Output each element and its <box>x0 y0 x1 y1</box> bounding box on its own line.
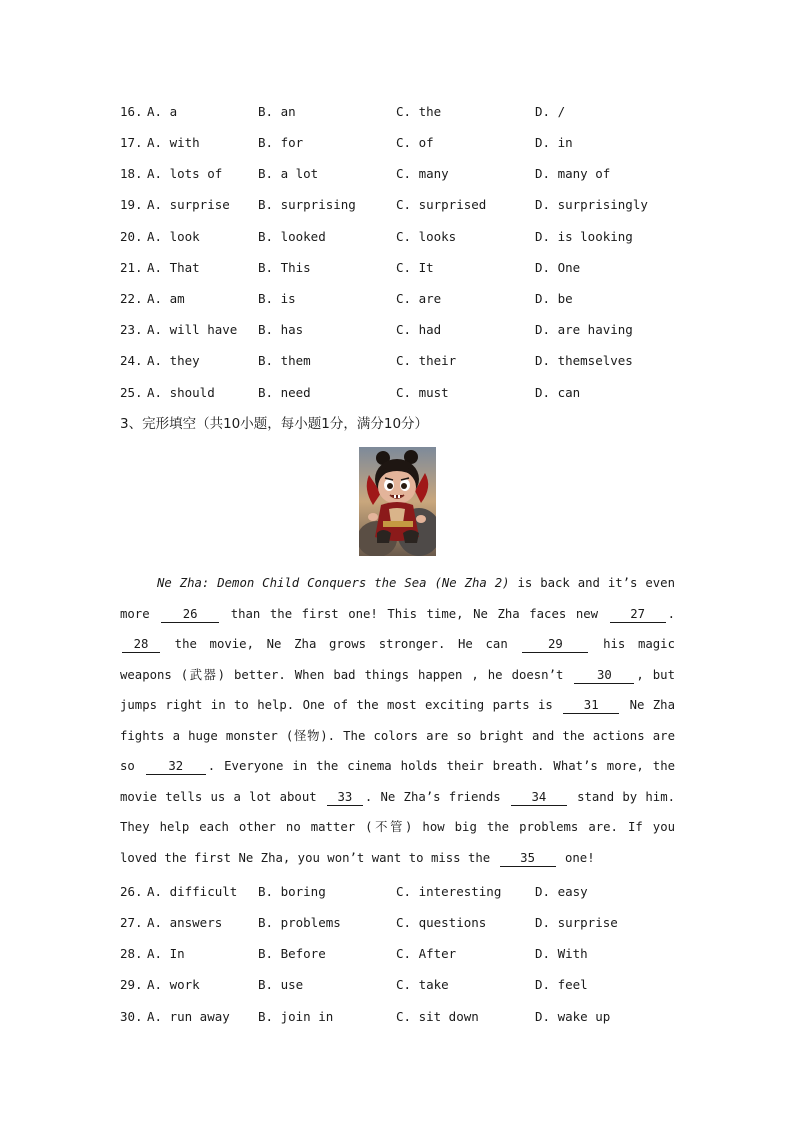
option-b: B. for <box>258 135 304 150</box>
section-heading: 3、完形填空（共10小题，每小题1分，满分10分） <box>120 416 429 432</box>
option-a: A. should <box>147 385 215 400</box>
option-b: B. surprising <box>258 197 356 212</box>
question-21 <box>120 258 680 278</box>
question-number: 17. <box>120 135 143 150</box>
question-number: 18. <box>120 166 143 181</box>
question-24 <box>120 351 680 371</box>
option-b: B. Before <box>258 946 326 961</box>
option-c: C. take <box>396 977 449 992</box>
blank-29: 29 <box>522 636 588 653</box>
cloze-passage <box>120 568 675 873</box>
question-number: 27. <box>120 915 143 930</box>
question-26 <box>120 882 680 902</box>
option-c: C. interesting <box>396 884 502 899</box>
option-d: D. wake up <box>535 1009 611 1024</box>
passage-text: . Everyone in the cinema holds their breath. What’s more, the movie tells us a lot about <box>120 759 675 804</box>
question-number: 29. <box>120 977 143 992</box>
blank-28: 28 <box>122 636 160 653</box>
option-d: D. are having <box>535 322 633 337</box>
question-22 <box>120 289 680 309</box>
question-29 <box>120 975 680 995</box>
blank-30: 30 <box>574 667 634 684</box>
option-c: C. looks <box>396 229 457 244</box>
option-d: D. With <box>535 946 588 961</box>
blank-26: 26 <box>161 606 219 623</box>
option-c: C. After <box>396 946 457 961</box>
blank-33: 33 <box>327 789 363 806</box>
option-d: D. surprise <box>535 915 618 930</box>
option-a: A. answers <box>147 915 223 930</box>
question-25 <box>120 383 680 403</box>
option-c: C. are <box>396 291 442 306</box>
question-27 <box>120 913 680 933</box>
question-20 <box>120 227 680 247</box>
option-a: A. difficult <box>147 884 238 899</box>
option-a: A. a <box>147 104 178 119</box>
question-number: 21. <box>120 260 143 275</box>
option-b: B. has <box>258 322 304 337</box>
question-number: 25. <box>120 385 143 400</box>
option-a: A. In <box>147 946 185 961</box>
question-18 <box>120 164 680 184</box>
question-number: 19. <box>120 197 143 212</box>
option-d: D. is looking <box>535 229 633 244</box>
passage-text: his magic weapons (武器) better. When bad things happen , he doesn’t <box>120 637 675 682</box>
option-b: B. boring <box>258 884 326 899</box>
option-d: D. be <box>535 291 573 306</box>
question-number: 26. <box>120 884 143 899</box>
option-b: B. an <box>258 104 296 119</box>
option-c: C. the <box>396 104 442 119</box>
blank-31: 31 <box>563 697 619 714</box>
ne-zha-cartoon-picture <box>359 447 436 556</box>
option-a: A. am <box>147 291 185 306</box>
passage-text: , but jumps right in to help. One of the most exciting parts is <box>120 667 675 712</box>
option-d: D. many of <box>535 166 611 181</box>
option-a: A. run away <box>147 1009 230 1024</box>
question-19 <box>120 195 680 215</box>
option-b: B. them <box>258 353 311 368</box>
option-a: A. lots of <box>147 166 223 181</box>
question-number: 22. <box>120 291 143 306</box>
option-c: C. sit down <box>396 1009 479 1024</box>
option-b: B. join in <box>258 1009 334 1024</box>
question-number: 23. <box>120 322 143 337</box>
passage-text: than the first one! This time, Ne Zha faces new <box>221 606 608 621</box>
question-16 <box>120 102 680 122</box>
question-28 <box>120 944 680 964</box>
option-c: C. their <box>396 353 457 368</box>
question-number: 16. <box>120 104 143 119</box>
option-d: D. / <box>535 104 566 119</box>
option-b: B. a lot <box>258 166 319 181</box>
passage-text: . <box>667 606 675 621</box>
option-d: D. feel <box>535 977 588 992</box>
passage-text: stand by him. They help each other no matter (不管) how big the problems are. If you loved the first Ne Zha, you won’t want to miss the <box>120 789 675 865</box>
question-17 <box>120 133 680 153</box>
question-number: 30. <box>120 1009 143 1024</box>
option-c: C. surprised <box>396 197 487 212</box>
option-c: C. of <box>396 135 434 150</box>
blank-34: 34 <box>511 789 567 806</box>
passage-text: Ne Zha fights a huge monster (怪物). The colors are so bright and the actions are so <box>120 698 675 773</box>
option-d: D. surprisingly <box>535 197 648 212</box>
blank-27: 27 <box>610 606 666 623</box>
passage-text: the movie, Ne Zha grows stronger. He can <box>162 637 521 651</box>
option-c: C. must <box>396 385 449 400</box>
option-d: D. in <box>535 135 573 150</box>
option-a: A. will have <box>147 322 238 337</box>
option-d: D. themselves <box>535 353 633 368</box>
option-b: B. need <box>258 385 311 400</box>
question-number: 20. <box>120 229 143 244</box>
movie-title: Ne Zha: Demon Child Conquers the Sea (Ne Zha 2) <box>157 576 510 590</box>
passage-text: one! <box>557 850 595 865</box>
option-a: A. look <box>147 229 200 244</box>
option-d: D. One <box>535 260 581 275</box>
blank-35: 35 <box>500 850 556 867</box>
option-b: B. is <box>258 291 296 306</box>
option-a: A. work <box>147 977 200 992</box>
option-b: B. use <box>258 977 304 992</box>
option-d: D. can <box>535 385 581 400</box>
question-number: 24. <box>120 353 143 368</box>
option-a: A. That <box>147 260 200 275</box>
question-number: 28. <box>120 946 143 961</box>
option-a: A. they <box>147 353 200 368</box>
passage-text: . Ne Zha’s friends <box>364 789 509 804</box>
option-c: C. many <box>396 166 449 181</box>
option-c: C. had <box>396 322 442 337</box>
question-30 <box>120 1007 680 1027</box>
blank-32: 32 <box>146 758 206 775</box>
option-b: B. problems <box>258 915 341 930</box>
question-23 <box>120 320 680 340</box>
option-a: A. surprise <box>147 197 230 212</box>
passage-text: is back and it’s even more <box>120 576 675 621</box>
option-b: B. looked <box>258 229 326 244</box>
option-c: C. It <box>396 260 434 275</box>
option-a: A. with <box>147 135 200 150</box>
option-c: C. questions <box>396 915 487 930</box>
option-b: B. This <box>258 260 311 275</box>
option-d: D. easy <box>535 884 588 899</box>
